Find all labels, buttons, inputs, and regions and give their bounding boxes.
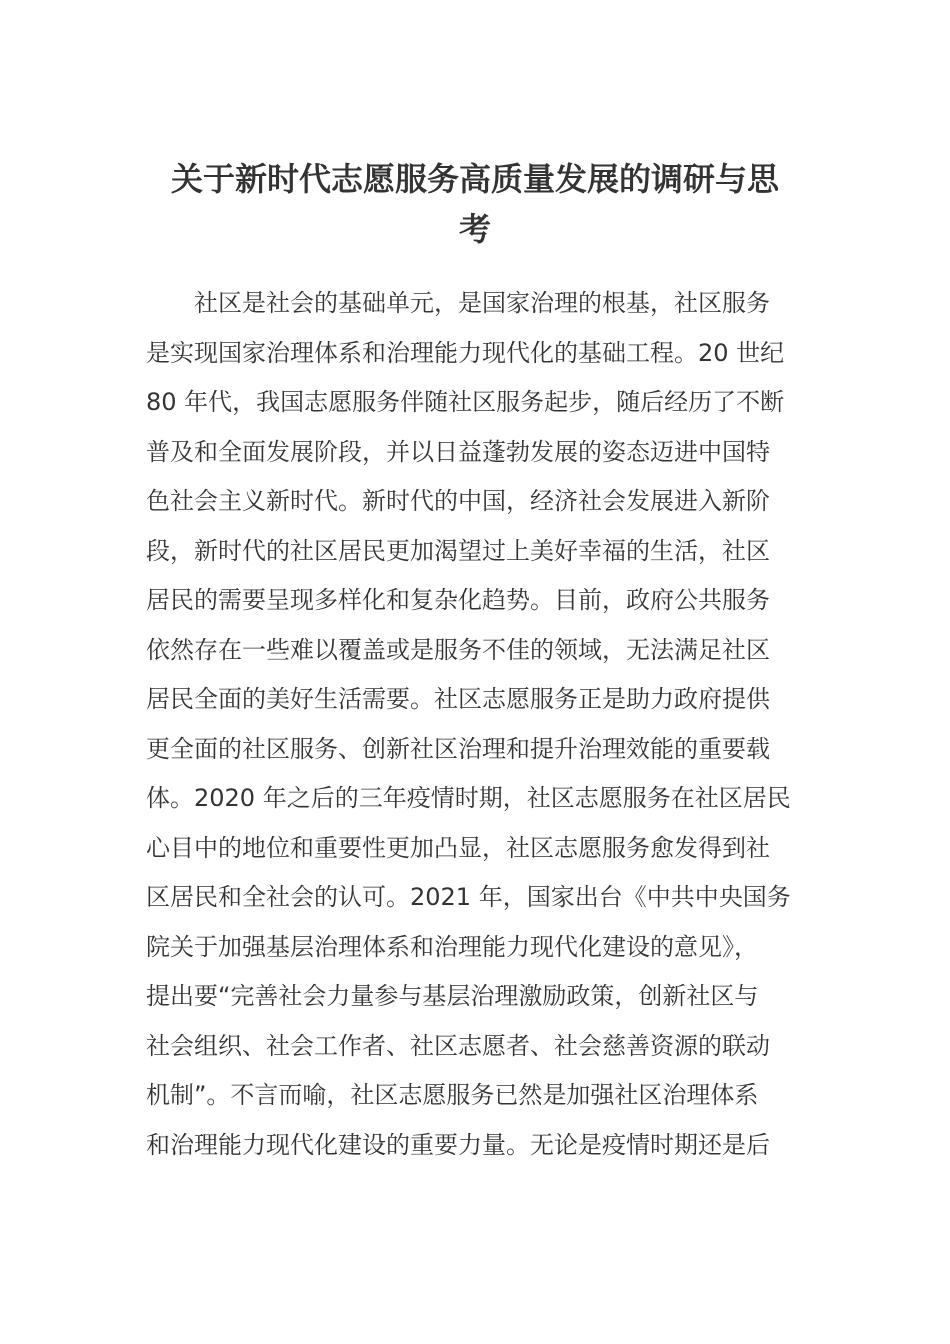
title-line: 考 (458, 210, 491, 248)
paragraph-line: 社会组织、社会工作者、社区志愿者、社会慈善资源的联动 (146, 1031, 770, 1060)
paragraph-line: 80 年代，我国志愿服务伴随社区服务起步，随后经历了不断 (146, 388, 785, 416)
paragraph-line: 提出要“完善社会力量参与基层治理激励政策，创新社区与 (146, 982, 759, 1010)
document-title (140, 154, 810, 254)
paragraph-line: 居民的需要呈现多样化和复杂化趋势。目前，政府公共服务 (146, 586, 770, 614)
paragraph-line: 是实现国家治理体系和治理能力现代化的基础工程。20 世纪 (146, 338, 785, 367)
paragraph-line: 心目中的地位和重要性更加凸显，社区志愿服务愈发得到社 (146, 833, 770, 862)
body-paragraph (146, 279, 816, 1170)
paragraph-line: 段，新时代的社区居民更加渴望过上美好幸福的生活，社区 (146, 536, 770, 565)
paragraph-line: 色社会主义新时代。新时代的中国，经济社会发展进入新阶 (146, 487, 770, 515)
paragraph-line: 居民全面的美好生活需要。社区志愿服务正是助力政府提供 (146, 685, 770, 713)
paragraph-line: 体。2020 年之后的三年疫情时期，社区志愿服务在社区居民 (146, 784, 791, 812)
paragraph-line: 社区是社会的基础单元，是国家治理的根基，社区服务 (194, 289, 770, 317)
paragraph-line: 依然存在一些难以覆盖或是服务不佳的领域，无法满足社区 (146, 635, 770, 664)
paragraph-line: 和治理能力现代化建设的重要力量。无论是疫情时期还是后 (146, 1130, 770, 1159)
paragraph-line: 更全面的社区服务、创新社区治理和提升治理效能的重要载 (146, 734, 770, 763)
paragraph-line: 区居民和全社会的认可。2021 年，国家出台《中共中央国务 (146, 883, 791, 911)
title-line: 关于新时代志愿服务高质量发展的调研与思 (170, 160, 779, 198)
paragraph-line: 院关于加强基层治理体系和治理能力现代化建设的意见》， (146, 932, 758, 961)
paragraph-line: 机制”。不言而喻，社区志愿服务已然是加强社区治理体系 (146, 1081, 759, 1109)
paragraph-line: 普及和全面发展阶段，并以日益蓬勃发展的姿态迈进中国特 (146, 437, 770, 466)
